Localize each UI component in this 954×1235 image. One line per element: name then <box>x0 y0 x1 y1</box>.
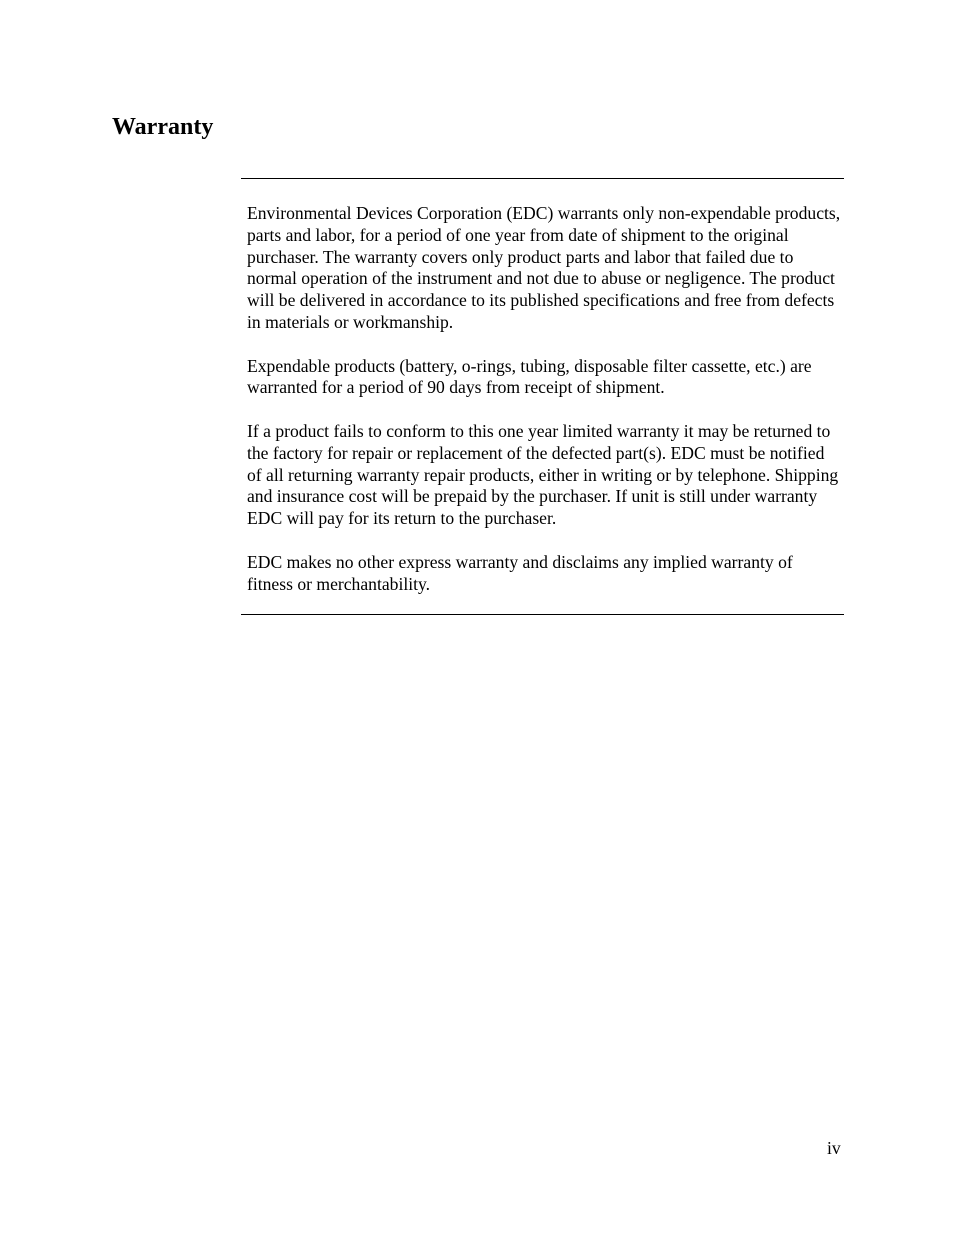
bottom-divider <box>241 614 844 615</box>
top-divider <box>241 178 844 179</box>
warranty-paragraph-returns: If a product fails to conform to this one year limited warranty it may be returned to the factory for repair or replacement of the defected part(s). EDC must be notified of all returning warranty repair products, either in writing or by telephone. Shipping and insurance cost will be prepaid by the purchaser. If unit is still under warranty EDC will pay for its return to the purchaser. <box>247 420 839 529</box>
page-number: iv <box>827 1138 841 1158</box>
page-title: Warranty <box>112 114 214 140</box>
warranty-paragraph-expendables: Expendable products (battery, o-rings, tubing, disposable filter cassette, etc.) are warranted for a period of 90 days from receipt of shipment. <box>247 355 812 398</box>
warranty-body <box>247 203 843 595</box>
warranty-paragraph-coverage: Environmental Devices Corporation (EDC) warrants only non-expendable products, parts and labor, for a period of one year from date of shipment to the original purchaser. The warranty covers only product parts and labor that failed due to normal operation of the instrument and not due to abuse or negligence. The product will be delivered in accordance to its published specifications and free from defects in materials or workmanship. <box>247 203 841 332</box>
warranty-paragraph-disclaimer: EDC makes no other express warranty and disclaims any implied warranty of fitness or merchantability. <box>247 551 793 594</box>
